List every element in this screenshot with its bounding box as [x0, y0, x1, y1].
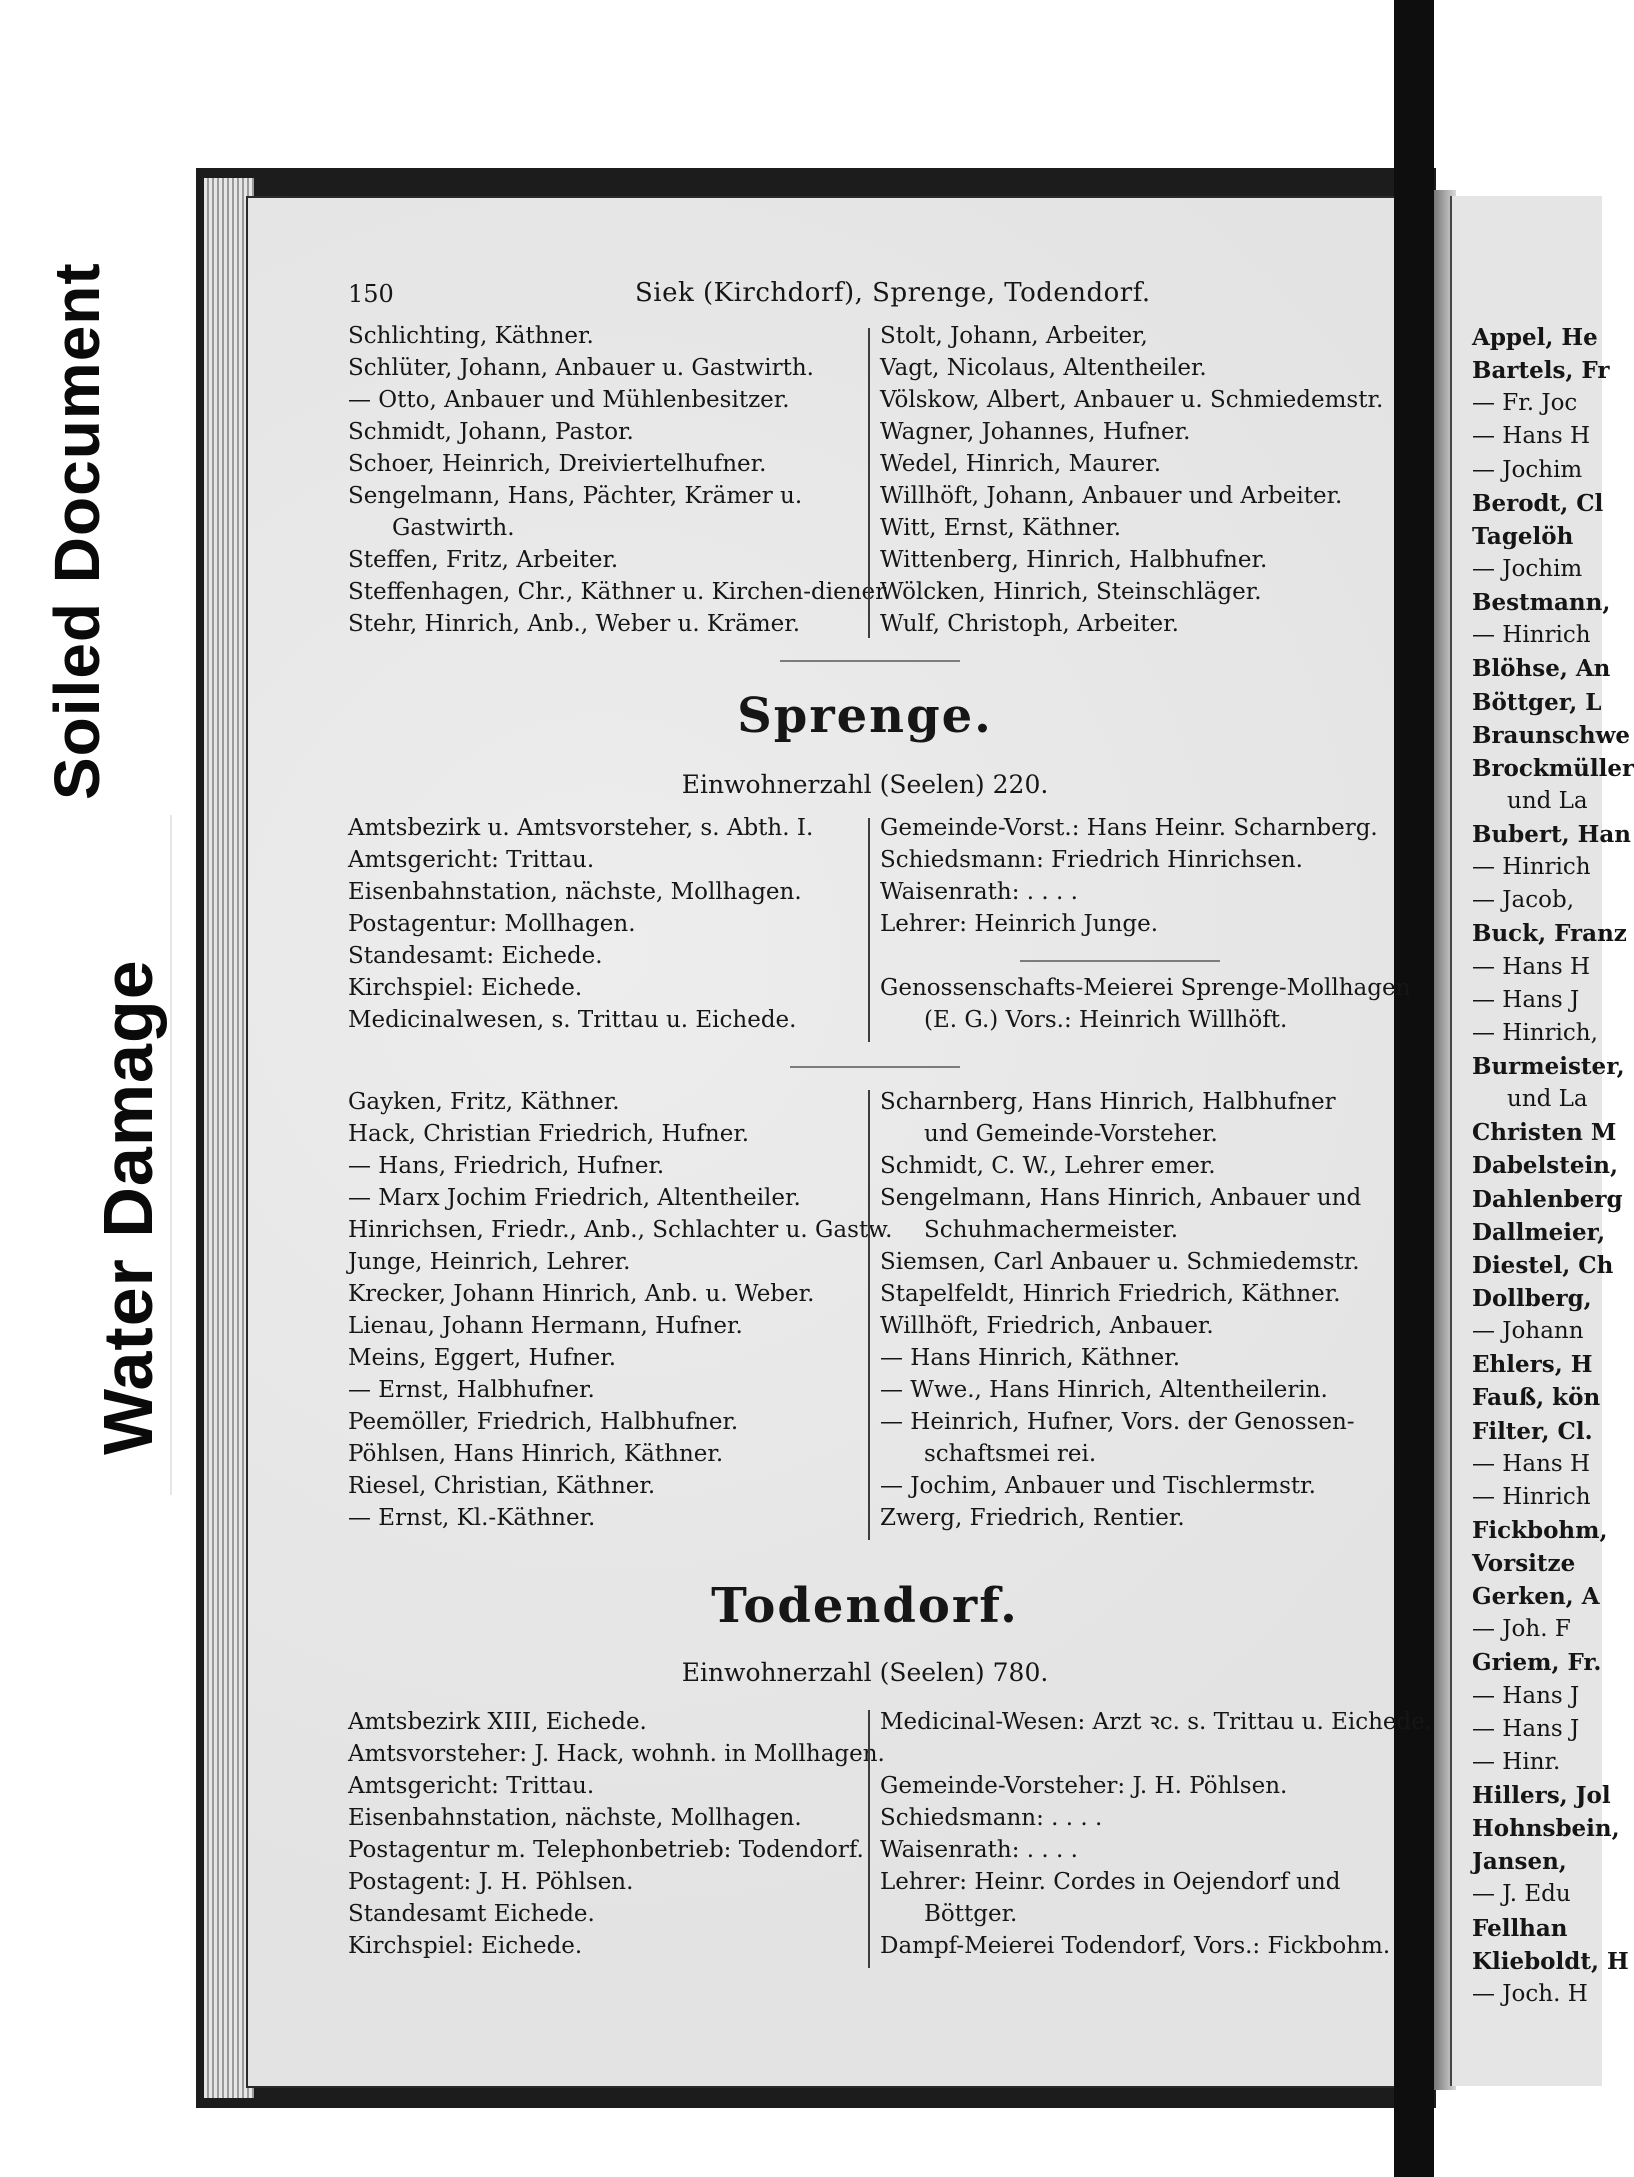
list-entry: Stolt, Johann, Arbeiter, [880, 323, 1148, 349]
sprenge-info-left [348, 812, 813, 1036]
list-entry: Schuhmachermeister. [924, 1217, 1179, 1243]
siek-residents-right [880, 320, 1383, 640]
list-entry: Wölcken, Hinrich, Steinschläger. [880, 579, 1262, 605]
next-page-fragment: Gerken, A [1472, 1583, 1600, 1611]
page-number: 150 [348, 280, 394, 308]
next-page-fragment: Griem, Fr. [1472, 1649, 1602, 1677]
next-page-fragment: — Hinrich [1472, 854, 1591, 881]
next-page-fragment: — Hans H [1472, 953, 1591, 980]
section-ornament [780, 660, 960, 662]
next-page-fragment: Dabelstein, [1472, 1152, 1618, 1180]
column-divider [868, 818, 870, 1042]
todendorf-title: Todendorf. [711, 1578, 1019, 1634]
list-entry: Eisenbahnstation, nächste, Mollhagen. [348, 1805, 802, 1831]
list-entry: schaftsmei rei. [924, 1441, 1097, 1467]
list-entry: Dampf-Meierei Todendorf, Vors.: Fickbohm. [880, 1933, 1391, 1959]
next-page-fragment: — Joh. F [1472, 1616, 1571, 1643]
next-page-fragment: Hohnsbein, [1472, 1815, 1620, 1843]
next-page-fragment: Fauß, kön [1472, 1384, 1601, 1412]
list-entry: Amtsgericht: Trittau. [348, 1773, 595, 1799]
list-entry: — Hans Hinrich, Käthner. [880, 1345, 1181, 1371]
list-entry: Gemeinde-Vorsteher: J. H. Pöhlsen. [880, 1773, 1288, 1799]
next-page-fragment: Buck, Franz [1472, 920, 1627, 948]
next-page-fragment: Brockmüller [1472, 754, 1634, 782]
sprenge-residents-right [880, 1086, 1361, 1534]
list-entry: Eisenbahnstation, nächste, Mollhagen. [348, 879, 802, 905]
next-page-fragment: — Hans J [1472, 1682, 1580, 1709]
sprenge-title: Sprenge. [737, 688, 993, 744]
list-entry: Lehrer: Heinrich Junge. [880, 911, 1159, 937]
next-page-fragment: — Hans J [1472, 1715, 1580, 1742]
list-entry: Vagt, Nicolaus, Altentheiler. [880, 355, 1207, 381]
list-entry: Schlichting, Käthner. [348, 323, 594, 349]
list-entry: Zwerg, Friedrich, Rentier. [880, 1505, 1185, 1531]
next-page-fragment: Fellhan [1472, 1914, 1568, 1942]
dairy-line: (E. G.) Vors.: Heinrich Willhöft. [924, 1007, 1288, 1033]
list-entry: Kirchspiel: Eichede. [348, 1933, 583, 1959]
soiled-document-stamp: Soiled Document [41, 262, 113, 800]
list-entry: Junge, Heinrich, Lehrer. [348, 1249, 631, 1275]
next-page-fragment: Dollberg, [1472, 1284, 1592, 1312]
list-entry: Postagent: J. H. Pöhlsen. [348, 1869, 634, 1895]
list-entry: Standesamt: Eichede. [348, 943, 603, 969]
next-page-fragment: Dahlenberg [1472, 1185, 1623, 1213]
list-entry: Peemöller, Friedrich, Halbhufner. [348, 1409, 739, 1435]
next-page-fragment: Blöhse, An [1472, 655, 1611, 683]
sprenge-dairy [880, 972, 1410, 1036]
list-entry: Amtsvorsteher: J. Hack, wohnh. in Mollhagen. [348, 1741, 885, 1767]
list-entry [880, 1738, 1432, 1770]
water-damage-stamp: Water Damage [89, 959, 167, 1455]
next-page-fragment: Klieboldt, H [1472, 1947, 1629, 1975]
list-entry: Schoer, Heinrich, Dreiviertelhufner. [348, 451, 767, 477]
next-page-fragment: Diestel, Ch [1472, 1251, 1614, 1279]
list-entry: Medicinal-Wesen: Arzt ꝛc. s. Trittau u. Eichede. [880, 1709, 1433, 1735]
list-entry: Schiedsmann: Friedrich Hinrichsen. [880, 847, 1303, 873]
next-page-strip [1450, 196, 1634, 2086]
next-page-fragment: Filter, Cl. [1472, 1417, 1593, 1445]
next-page-fragment: — Johann [1472, 1318, 1584, 1345]
next-page-fragment: und La [1507, 787, 1588, 814]
next-page-fragment: Berodt, Cl [1472, 489, 1604, 517]
list-entry: Wulf, Christoph, Arbeiter. [880, 611, 1179, 637]
list-entry: Gastwirth. [392, 515, 515, 541]
list-entry: — Otto, Anbauer und Mühlenbesitzer. [348, 387, 790, 413]
list-entry: Sengelmann, Hans Hinrich, Anbauer und [880, 1185, 1362, 1211]
list-entry: Wedel, Hinrich, Maurer. [880, 451, 1162, 477]
list-entry: Waisenrath: . . . . [880, 1837, 1078, 1863]
next-page-fragment: Christen M [1472, 1119, 1617, 1147]
next-page-fragment: Hillers, Jol [1472, 1782, 1611, 1810]
list-entry: Scharnberg, Hans Hinrich, Halbhufner [880, 1089, 1336, 1115]
next-page-fragment: — Hinrich [1472, 622, 1591, 649]
dairy-line: Genossenschafts-Meierei Sprenge-Mollhagen [880, 975, 1411, 1001]
list-entry: Riesel, Christian, Käthner. [348, 1473, 656, 1499]
next-page-fragment: Tagelöh [1472, 522, 1574, 550]
list-entry: Kirchspiel: Eichede. [348, 975, 583, 1001]
list-entry: Postagentur: Mollhagen. [348, 911, 636, 937]
list-entry: Stehr, Hinrich, Anb., Weber u. Krämer. [348, 611, 801, 637]
list-entry: — Jochim, Anbauer und Tischlermstr. [880, 1473, 1316, 1499]
list-entry: Wittenberg, Hinrich, Halbhufner. [880, 547, 1268, 573]
siek-residents-left [348, 320, 891, 640]
list-entry: — Heinrich, Hufner, Vors. der Genossen- [880, 1409, 1355, 1435]
next-page-fragment: — Hinrich, [1472, 1019, 1598, 1046]
next-page-fragment: Bestmann, [1472, 589, 1611, 617]
list-entry: und Gemeinde-Vorsteher. [924, 1121, 1218, 1147]
sprenge-info-right [880, 812, 1378, 940]
list-entry: — Hans, Friedrich, Hufner. [348, 1153, 665, 1179]
list-entry: Siemsen, Carl Anbauer u. Schmiedemstr. [880, 1249, 1360, 1275]
list-entry: Amtsbezirk u. Amtsvorsteher, s. Abth. I. [348, 815, 814, 841]
list-entry: Völskow, Albert, Anbauer u. Schmiedemstr. [880, 387, 1384, 413]
list-entry: Schmidt, Johann, Pastor. [348, 419, 634, 445]
list-entry: — Marx Jochim Friedrich, Altentheiler. [348, 1185, 801, 1211]
next-page-fragment: Ehlers, H [1472, 1351, 1593, 1379]
list-entry: Standesamt Eichede. [348, 1901, 595, 1927]
list-entry: Schmidt, C. W., Lehrer emer. [880, 1153, 1216, 1179]
list-entry: Willhöft, Friedrich, Anbauer. [880, 1313, 1214, 1339]
todendorf-info-left [348, 1706, 885, 1962]
next-page-fragment: — Jacob, [1472, 887, 1575, 914]
sprenge-residents-left [348, 1086, 892, 1534]
column-divider [868, 328, 870, 638]
list-entry: Amtsbezirk XIII, Eichede. [348, 1709, 647, 1735]
next-page-fragment: — Hans H [1472, 1450, 1591, 1477]
next-page-fragment: — J. Edu [1472, 1881, 1571, 1908]
info-rule [1020, 960, 1220, 962]
list-entry: Sengelmann, Hans, Pächter, Krämer u. [348, 483, 803, 509]
next-page-fragment: Fickbohm, [1472, 1516, 1608, 1544]
next-page-fragment: — Hinr. [1472, 1748, 1561, 1775]
next-page-fragment: Braunschwe [1472, 721, 1631, 749]
list-entry: — Ernst, Halbhufner. [348, 1377, 595, 1403]
list-entry: Schlüter, Johann, Anbauer u. Gastwirth. [348, 355, 814, 381]
next-page-fragment: — Jochim [1472, 456, 1583, 483]
list-entry: Stapelfeldt, Hinrich Friedrich, Käthner. [880, 1281, 1341, 1307]
list-entry: Wagner, Johannes, Hufner. [880, 419, 1191, 445]
list-entry: Hinrichsen, Friedr., Anb., Schlachter u. Gastw. [348, 1217, 893, 1243]
list-entry: Amtsgericht: Trittau. [348, 847, 595, 873]
next-page-fragment: — Hinrich [1472, 1483, 1591, 1510]
sprenge-population: Einwohnerzahl (Seelen) 220. [681, 770, 1049, 799]
next-page-fragment: — Jochim [1472, 555, 1583, 582]
list-entry: Lienau, Johann Hermann, Hufner. [348, 1313, 743, 1339]
list-entry: Meins, Eggert, Hufner. [348, 1345, 617, 1371]
next-page-fragment: — Fr. Joc [1472, 390, 1578, 417]
page-header [340, 270, 1390, 310]
list-entry: — Ernst, Kl.-Käthner. [348, 1505, 596, 1531]
list-entry: Waisenrath: . . . . [880, 879, 1078, 905]
todendorf-info-right [880, 1706, 1432, 1962]
next-page-fragment: — Joch. H [1472, 1980, 1588, 2007]
list-entry: Witt, Ernst, Käthner. [880, 515, 1122, 541]
list-entry: Willhöft, Johann, Anbauer und Arbeiter. [880, 483, 1343, 509]
todendorf-population: Einwohnerzahl (Seelen) 780. [681, 1658, 1049, 1687]
list-entry: Pöhlsen, Hans Hinrich, Käthner. [348, 1441, 724, 1467]
list-entry: Schiedsmann: . . . . [880, 1805, 1103, 1831]
list-entry: Steffenhagen, Chr., Käthner u. Kirchen-diener. [348, 579, 891, 605]
list-entry: Steffen, Fritz, Arbeiter. [348, 547, 619, 573]
next-page-fragment: Vorsitze [1472, 1550, 1576, 1578]
next-page-fragment: — Hans J [1472, 986, 1580, 1013]
next-page-fragment: Bartels, Fr [1472, 357, 1610, 385]
list-entry: Hack, Christian Friedrich, Hufner. [348, 1121, 750, 1147]
list-entry: Lehrer: Heinr. Cordes in Oejendorf und [880, 1869, 1341, 1895]
list-entry: Medicinalwesen, s. Trittau u. Eichede. [348, 1007, 797, 1033]
list-entry: Gayken, Fritz, Käthner. [348, 1089, 620, 1115]
next-page-fragment: Appel, He [1472, 324, 1598, 351]
list-entry: Gemeinde-Vorst.: Hans Heinr. Scharnberg. [880, 815, 1378, 841]
list-entry: Postagentur m. Telephonbetrieb: Todendorf. [348, 1837, 864, 1863]
next-page-fragment: Bubert, Han [1472, 821, 1631, 849]
next-page-fragment: Böttger, L [1472, 688, 1602, 716]
list-entry: — Wwe., Hans Hinrich, Altentheilerin. [880, 1377, 1328, 1403]
column-divider [868, 1090, 870, 1540]
next-page-fragment: — Hans H [1472, 423, 1591, 450]
next-page-fragment: Dallmeier, [1472, 1218, 1606, 1246]
list-entry: Böttger. [924, 1901, 1018, 1927]
list-entry: Krecker, Johann Hinrich, Anb. u. Weber. [348, 1281, 815, 1307]
section-ornament [790, 1066, 960, 1068]
next-page-fragment: und La [1507, 1086, 1588, 1113]
column-divider [868, 1710, 870, 1968]
next-page-fragment: Burmeister, [1472, 1053, 1625, 1081]
next-page-fragment: Jansen, [1472, 1848, 1567, 1876]
running-head: Siek (Kirchdorf), Sprenge, Todendorf. [635, 278, 1151, 308]
